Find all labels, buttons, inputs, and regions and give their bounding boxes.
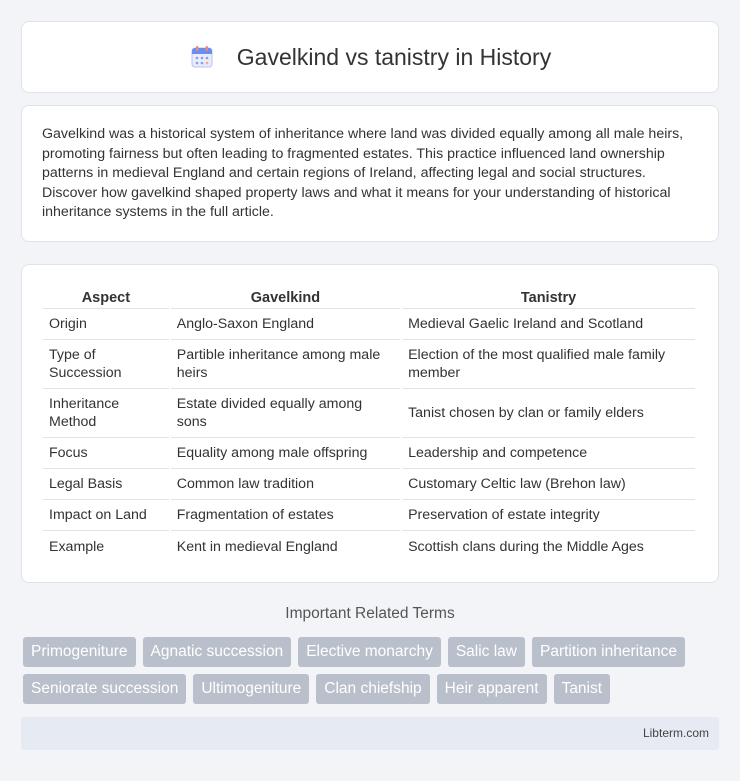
cell-gavelkind: Anglo-Saxon England bbox=[171, 309, 400, 340]
cell-tanistry: Election of the most qualified male family member bbox=[402, 340, 695, 389]
cell-gavelkind: Common law tradition bbox=[171, 469, 400, 500]
cell-aspect: Example bbox=[49, 538, 105, 555]
tag-ultimogeniture[interactable]: Ultimogeniture bbox=[193, 674, 309, 704]
comparison-table-card bbox=[21, 264, 719, 583]
table-row bbox=[43, 340, 695, 389]
table-row bbox=[43, 469, 695, 500]
tag-heir-apparent[interactable]: Heir apparent bbox=[437, 674, 547, 704]
cell-aspect: Focus bbox=[43, 438, 169, 469]
calendar-icon bbox=[189, 44, 215, 70]
tag-clan-chiefship[interactable]: Clan chiefship bbox=[316, 674, 429, 704]
header-card bbox=[21, 21, 719, 93]
cell-tanistry: Customary Celtic law (Brehon law) bbox=[402, 469, 695, 500]
cell-gavelkind: Estate divided equally among sons bbox=[171, 389, 400, 438]
cell-tanistry: Scottish clans during the Middle Ages bbox=[408, 538, 644, 555]
cell-tanistry: Preservation of estate integrity bbox=[402, 500, 695, 531]
header-gavelkind: Gavelkind bbox=[171, 285, 400, 309]
cell-aspect: Type of Succession bbox=[43, 340, 169, 389]
table-header-row bbox=[43, 285, 695, 309]
table-row bbox=[43, 531, 695, 562]
cell-gavelkind: Fragmentation of estates bbox=[171, 500, 400, 531]
tag-agnatic-succession[interactable]: Agnatic succession bbox=[143, 637, 292, 667]
header-aspect: Aspect bbox=[43, 285, 169, 309]
cell-tanistry: Leadership and competence bbox=[402, 438, 695, 469]
tag-seniorate-succession[interactable]: Seniorate succession bbox=[23, 674, 186, 704]
cell-tanistry: Medieval Gaelic Ireland and Scotland bbox=[402, 309, 695, 340]
header-tanistry: Tanistry bbox=[402, 285, 695, 309]
cell-gavelkind: Kent in medieval England bbox=[176, 538, 338, 555]
cell-aspect: Inheritance Method bbox=[43, 389, 169, 438]
footer bbox=[21, 717, 719, 750]
tag-partition-inheritance[interactable]: Partition inheritance bbox=[532, 637, 685, 667]
cell-gavelkind: Equality among male offspring bbox=[171, 438, 400, 469]
footer-site-link[interactable]: Libterm.com bbox=[642, 726, 709, 740]
cell-aspect: Impact on Land bbox=[43, 500, 169, 531]
tag-salic-law[interactable]: Salic law bbox=[448, 637, 525, 667]
cell-aspect: Legal Basis bbox=[43, 469, 169, 500]
table-row bbox=[43, 389, 695, 438]
cell-aspect: Origin bbox=[43, 309, 169, 340]
table-row bbox=[43, 500, 695, 531]
cell-gavelkind: Partible inheritance among male heirs bbox=[171, 340, 400, 389]
page-title: Gavelkind vs tanistry in History bbox=[236, 43, 552, 70]
table-row bbox=[43, 438, 695, 469]
tag-elective-monarchy[interactable]: Elective monarchy bbox=[298, 637, 441, 667]
comparison-table bbox=[41, 285, 697, 562]
tag-tanist[interactable]: Tanist bbox=[554, 674, 611, 704]
intro-text: Gavelkind was a historical system of inheritance where land was divided equally among all male heirs, promoting fairness but often leading to fragmented estates. This practice influenced land ownership patterns in medieval England and certain regions of Ireland, affecting legal and social structures. Discover how gavelkind shaped property laws and what it means for your understanding of historical inheritance systems in the full article. bbox=[42, 126, 684, 220]
intro-card bbox=[21, 105, 719, 242]
related-terms-title: Important Related Terms bbox=[285, 605, 455, 622]
related-terms-list bbox=[23, 637, 723, 704]
tag-primogeniture[interactable]: Primogeniture bbox=[23, 637, 136, 667]
cell-tanistry: Tanist chosen by clan or family elders bbox=[402, 389, 695, 438]
table-row bbox=[43, 309, 695, 340]
